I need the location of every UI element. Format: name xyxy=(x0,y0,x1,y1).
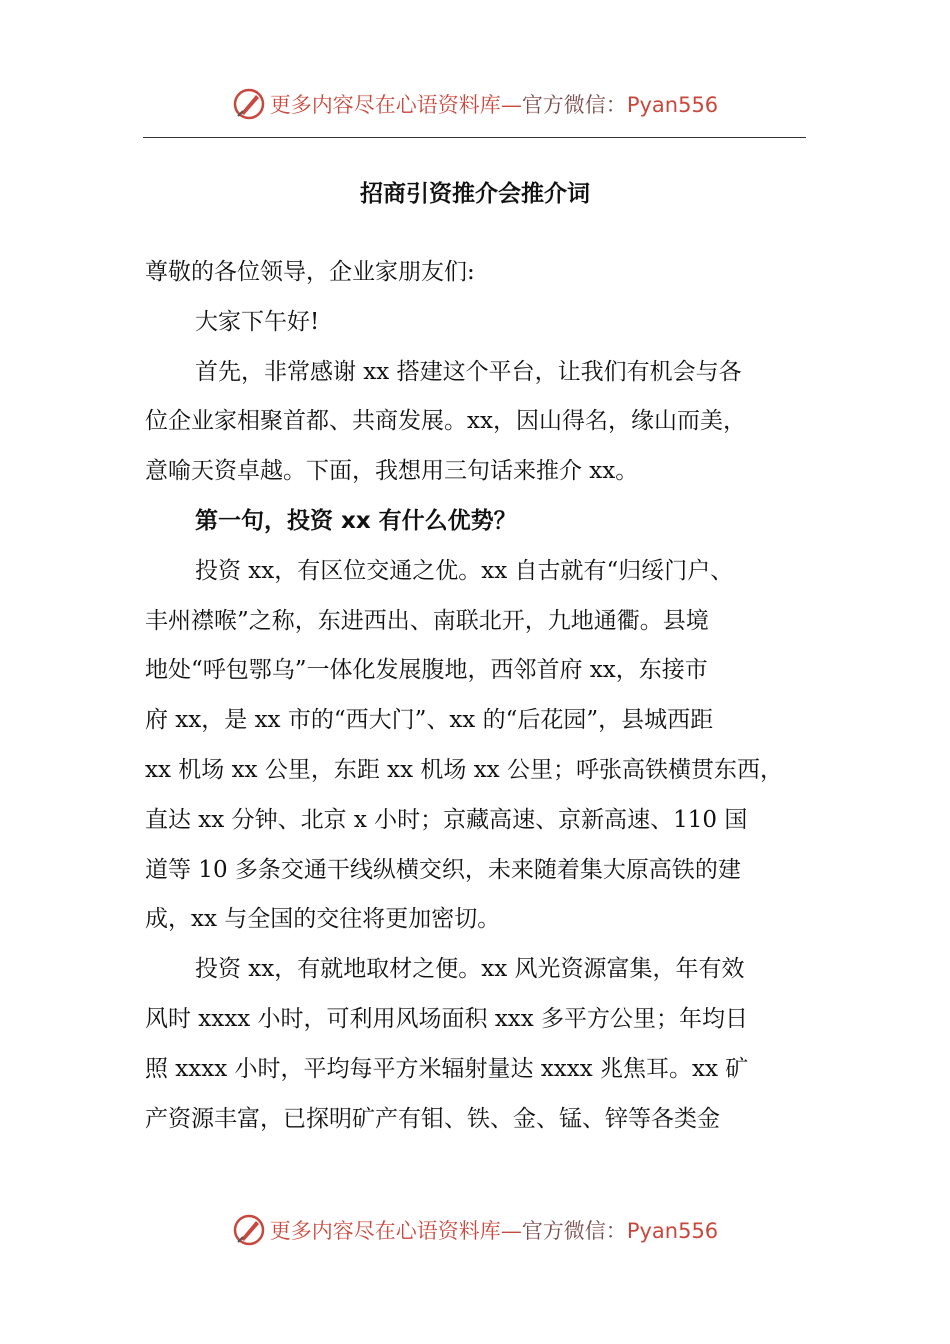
header-banner xyxy=(0,84,950,124)
banner-site-text: 更多内容尽在心语资料库 xyxy=(269,93,501,117)
paragraph-line: 投资 xx，有区位交通之优。xx 自古就有“归绥门户、 xyxy=(195,557,734,584)
banner-dash: — xyxy=(500,93,522,117)
quill-logo-icon xyxy=(232,1213,266,1247)
paragraph-line: 风时 xxxx 小时，可利用风场面积 xxx 多平方公里；年均日 xyxy=(145,1005,749,1032)
banner-wechat-label: 官方微信： xyxy=(521,93,627,117)
header-rule xyxy=(143,137,806,138)
banner-wechat-id: Pyan556 xyxy=(626,1219,719,1243)
banner-text xyxy=(270,89,718,119)
paragraph-line: 成，xx 与全国的交往将更加密切。 xyxy=(145,906,501,933)
paragraph-line: 地处“呼包鄂乌”一体化发展腹地，西邻首府 xx，东接市 xyxy=(145,657,708,684)
paragraph-line: 首先，非常感谢 xx 搭建这个平台，让我们有机会与各 xyxy=(195,358,742,385)
paragraph-line: 意喻天资卓越。下面，我想用三句话来推介 xx。 xyxy=(145,458,639,485)
document-title: 招商引资推介会推介词 xyxy=(360,181,590,207)
section-heading: 第一句，投资 xx 有什么优势？ xyxy=(195,507,517,534)
banner-text xyxy=(270,1215,718,1245)
paragraph-line: 位企业家相聚首都、共商发展。xx，因山得名，缘山而美， xyxy=(145,408,746,435)
paragraph-line: 产资源丰富，已探明矿产有钼、铁、金、锰、锌等各类金 xyxy=(145,1105,720,1132)
greeting-line: 大家下午好! xyxy=(195,308,320,335)
banner-dash: — xyxy=(500,1219,522,1243)
banner-site-text: 更多内容尽在心语资料库 xyxy=(269,1219,501,1243)
paragraph-line: 直达 xx 分钟、北京 x 小时；京藏高速、京新高速、110 国 xyxy=(145,806,748,833)
paragraph-line: 道等 10 多条交通干线纵横交织，未来随着集大原高铁的建 xyxy=(145,856,741,883)
paragraph-line: 照 xxxx 小时，平均每平方米辐射量达 xxxx 兆焦耳。xx 矿 xyxy=(145,1055,749,1082)
footer-banner xyxy=(0,1210,950,1250)
paragraph-line: 投资 xx，有就地取材之便。xx 风光资源富集，年有效 xyxy=(195,956,745,983)
paragraph-line: 府 xx，是 xx 市的“西大门”、xx 的“后花园”，县城西距 xyxy=(145,707,714,734)
salutation-line: 尊敬的各位领导，企业家朋友们: xyxy=(145,259,475,285)
paragraph-line: xx 机场 xx 公里，东距 xx 机场 xx 公里；呼张高铁横贯东西， xyxy=(145,756,783,783)
banner-wechat-id: Pyan556 xyxy=(626,93,719,117)
paragraph-line: 丰州襟喉”之称，东进西出、南联北开，九地通衢。县境 xyxy=(145,607,709,634)
banner-wechat-label: 官方微信： xyxy=(521,1219,627,1243)
quill-logo-icon xyxy=(232,87,266,121)
document-body xyxy=(145,248,805,1144)
